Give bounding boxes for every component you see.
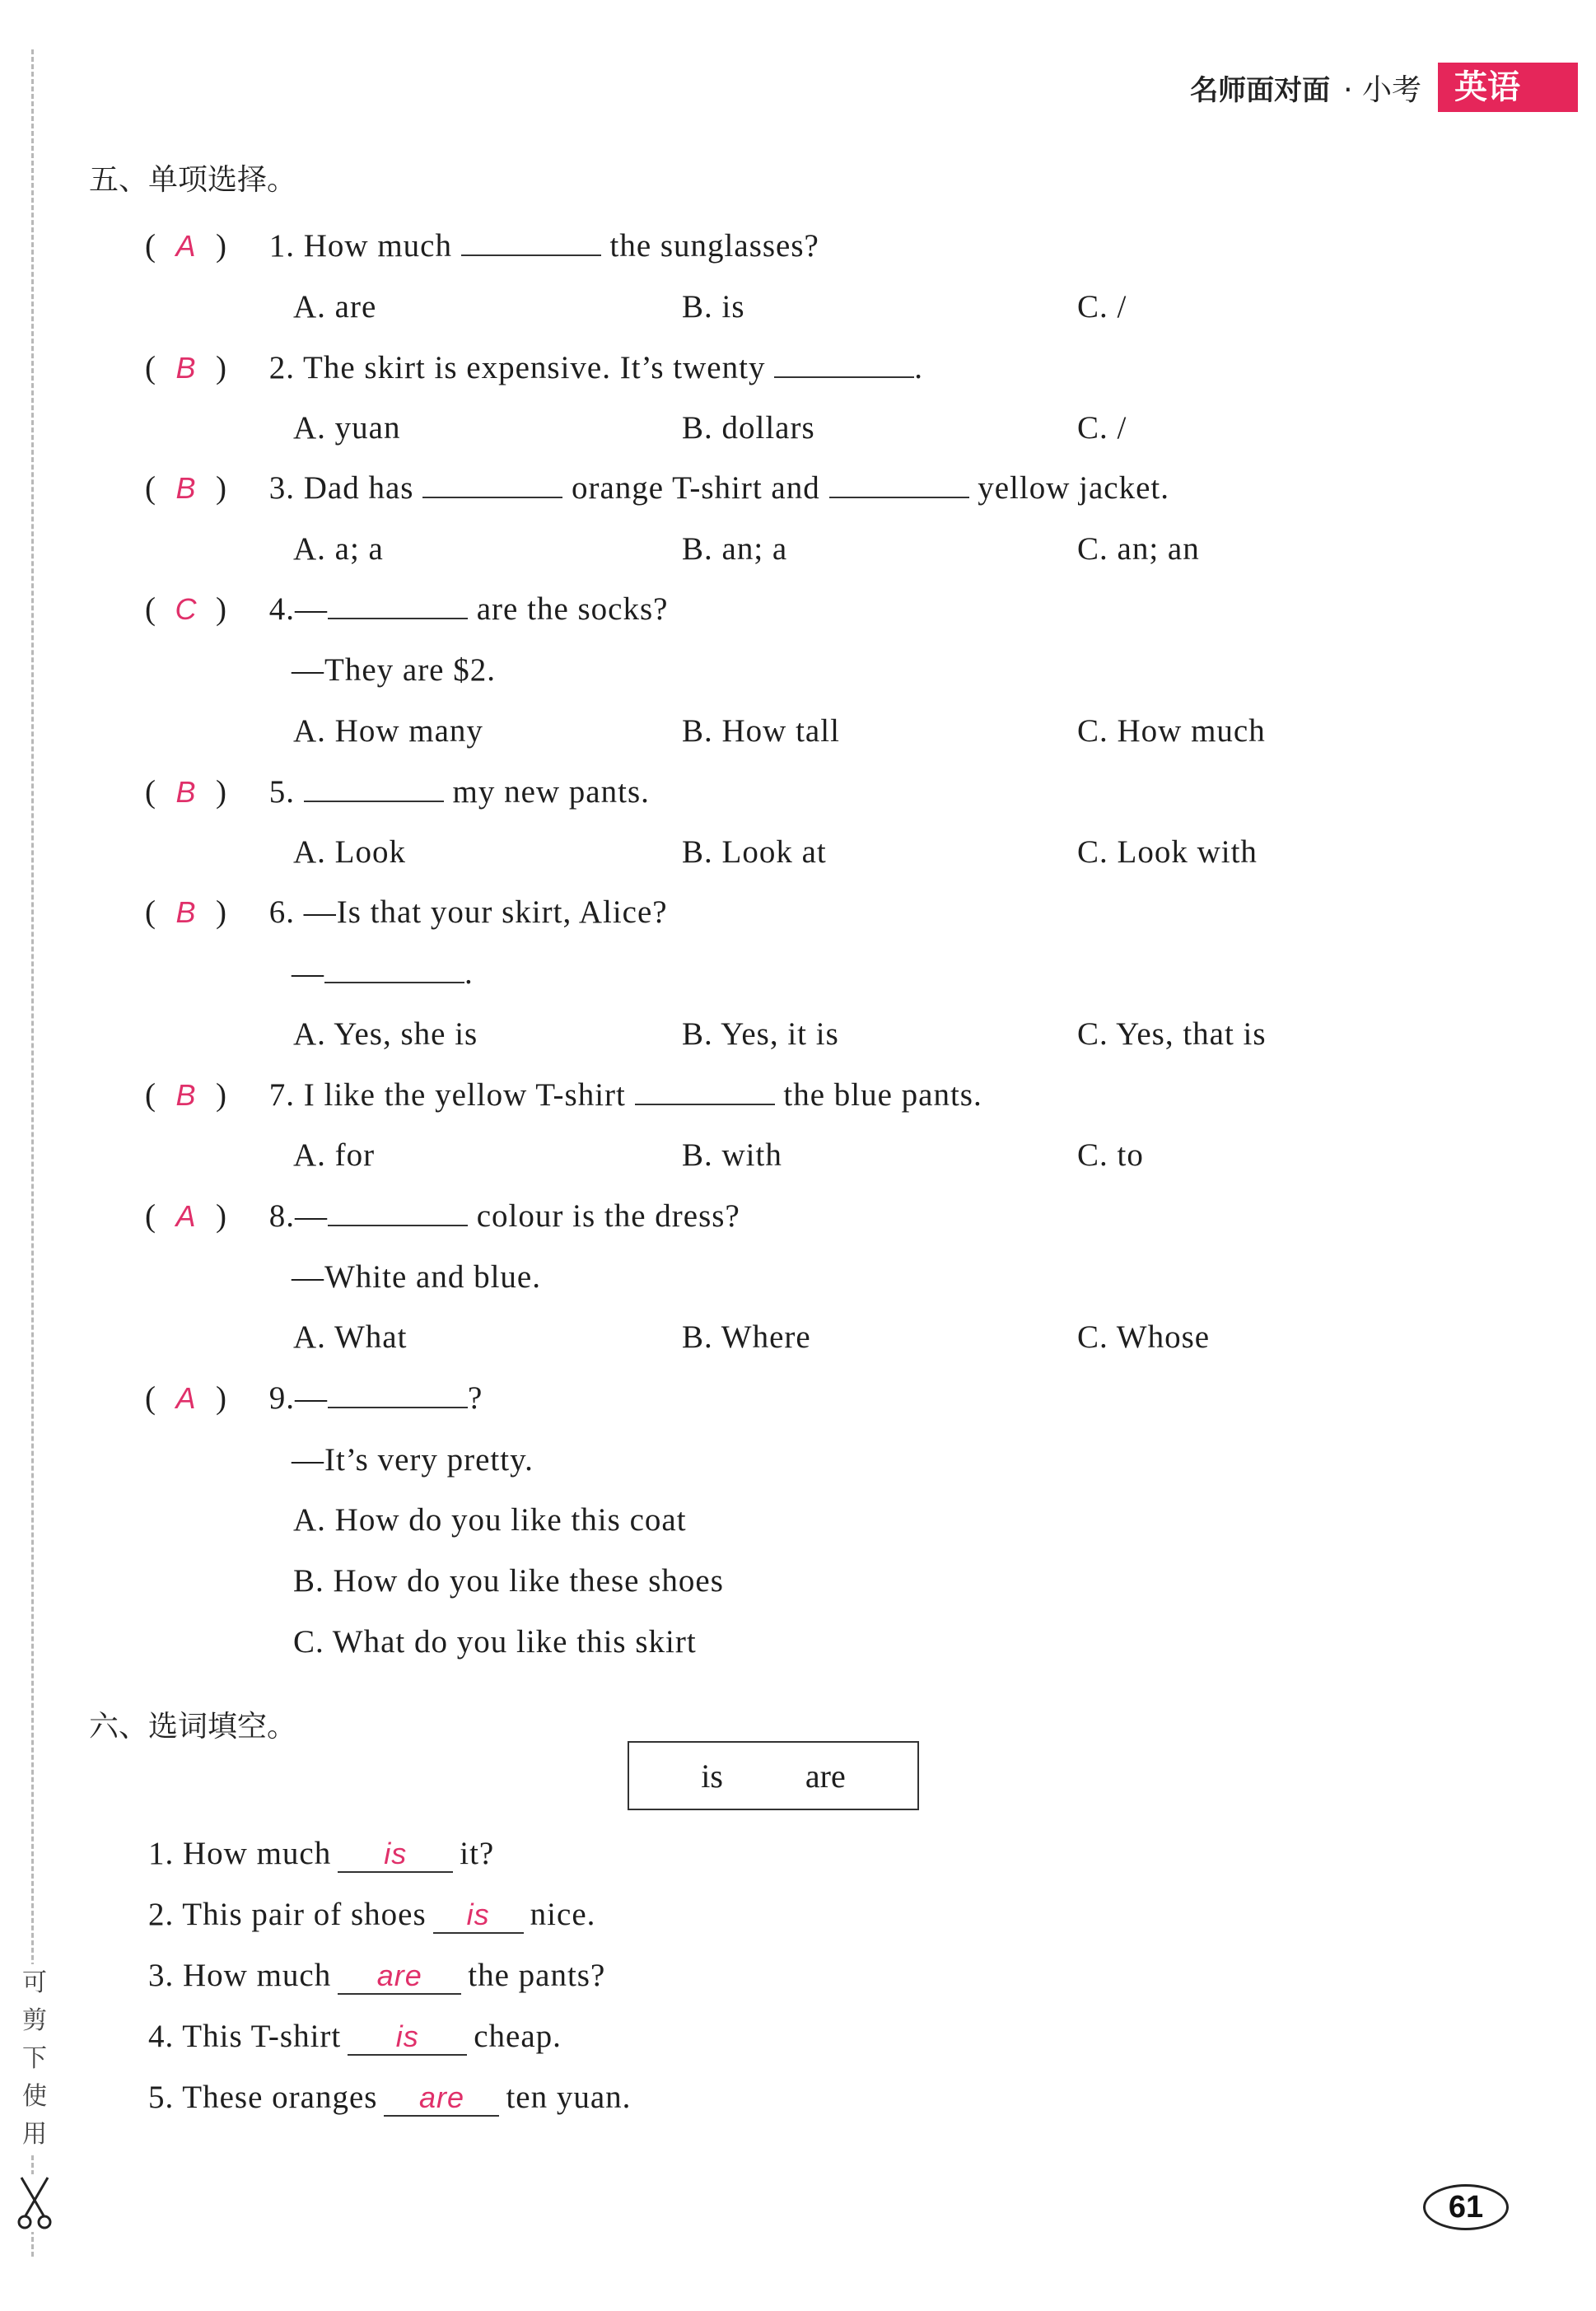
scissors-icon — [15, 2174, 56, 2232]
page-number: 61 — [1423, 2184, 1509, 2230]
option-c: C. an; an — [1077, 531, 1200, 567]
answer-mark: A — [175, 229, 197, 263]
question-text: Dad has — [303, 470, 414, 506]
fill-item-5 — [148, 2079, 631, 2117]
question-7: ( B ) 7. I like the yellow T-shirt the blue pants. — [145, 1077, 982, 1113]
fill-text: 4. This T-shirt — [148, 2019, 342, 2054]
answer-blank[interactable] — [635, 1077, 775, 1105]
fill-text: 5. These oranges — [148, 2080, 378, 2115]
section-title: 六、选词填空。 — [89, 1710, 297, 1744]
option-c: C. How much — [1077, 713, 1266, 749]
option-b: B. How do you like these shoes — [293, 1563, 724, 1599]
option-b: B. Look at — [682, 834, 827, 870]
option-c: C. What do you like this skirt — [293, 1624, 697, 1660]
option-b: B. with — [682, 1137, 782, 1173]
answer-mark: B — [175, 775, 197, 809]
question-text: yellow jacket. — [978, 470, 1169, 506]
question-text: — — [295, 591, 328, 627]
option-a: A. for — [293, 1137, 376, 1173]
word-option: are — [805, 1757, 846, 1795]
question-text: the sunglasses? — [609, 228, 819, 264]
option-a: A. Look — [293, 834, 406, 870]
option-b: B. Where — [682, 1319, 811, 1355]
answer-blank[interactable]: are — [384, 2080, 499, 2117]
answer-blank[interactable]: is — [433, 1898, 524, 1934]
question-text: . — [914, 350, 923, 385]
question-text: orange T-shirt and — [571, 470, 820, 506]
question-text: The skirt is expensive. It’s twenty — [303, 350, 766, 385]
answer-mark: B — [175, 1078, 197, 1112]
series-title: 名师面对面 — [1190, 73, 1331, 107]
cut-char: 用 — [22, 2120, 47, 2149]
cut-char: 剪 — [22, 2006, 47, 2035]
question-9: ( A ) 9.— ? — [145, 1380, 483, 1416]
question-6: ( B ) 6. —Is that your skirt, Alice? — [145, 894, 668, 930]
question-number: 1. — [268, 228, 295, 264]
option-b: B. Yes, it is — [682, 1016, 839, 1052]
question-number: 8. — [268, 1198, 295, 1234]
option-c: C. to — [1077, 1137, 1144, 1173]
question-number: 2. — [268, 350, 295, 385]
question-text: the blue pants. — [783, 1077, 982, 1113]
fill-text: cheap. — [474, 2019, 562, 2054]
question-5: ( B ) 5. my new pants. — [145, 774, 650, 810]
answer-mark: B — [175, 471, 197, 505]
answer-blank[interactable] — [829, 470, 969, 498]
question-2: ( B ) 2. The skirt is expensive. It’s twenty . — [145, 350, 923, 385]
answer-mark: B — [175, 351, 197, 385]
answer-blank[interactable]: is — [348, 2019, 467, 2056]
question-text: my new pants. — [452, 774, 650, 810]
option-a: A. a; a — [293, 531, 384, 567]
option-b: B. an; a — [682, 531, 788, 567]
cut-instruction — [18, 1964, 51, 2154]
question-text: —Is that your skirt, Alice? — [303, 894, 668, 930]
question-number: 5. — [268, 774, 295, 810]
answer-blank[interactable] — [328, 1198, 468, 1226]
section-title: 五、单项选择。 — [89, 163, 297, 197]
option-a: A. Yes, she is — [293, 1016, 478, 1052]
option-c: C. Look with — [1077, 834, 1258, 870]
option-b: B. dollars — [682, 410, 815, 446]
option-c: C. Whose — [1077, 1319, 1211, 1355]
cut-char: 可 — [22, 1968, 47, 1997]
series-subtitle: · 小考 — [1343, 72, 1421, 107]
question-8: ( A ) 8.— colour is the dress? — [145, 1198, 740, 1234]
dialogue-reply: —It’s very pretty. — [292, 1442, 534, 1478]
question-text: — — [295, 1380, 328, 1416]
question-number: 3. — [268, 470, 295, 506]
option-c: C. / — [1077, 289, 1127, 324]
option-a: A. What — [293, 1319, 408, 1355]
fill-text: it? — [460, 1836, 495, 1871]
option-a: A. are — [293, 289, 377, 324]
answer-blank[interactable] — [328, 591, 468, 619]
subject-badge: 英语 — [1438, 63, 1578, 112]
page-header — [1190, 63, 1578, 112]
answer-mark: C — [175, 592, 198, 626]
reply-end: . — [464, 955, 474, 991]
option-c: C. Yes, that is — [1077, 1016, 1267, 1052]
option-a: A. yuan — [293, 410, 401, 446]
cut-char: 下 — [22, 2044, 47, 2073]
fill-item-2 — [148, 1896, 595, 1934]
answer-blank[interactable]: is — [338, 1837, 453, 1873]
dialogue-reply — [292, 955, 474, 992]
fill-text: ten yuan. — [506, 2080, 632, 2115]
answer-blank[interactable] — [461, 228, 601, 256]
fill-text: 3. How much — [148, 1958, 332, 1993]
question-3: ( B ) 3. Dad has orange T-shirt and yellow jacket. — [145, 470, 1169, 506]
question-4: ( C ) 4.— are the socks? — [145, 591, 669, 627]
answer-blank[interactable] — [324, 955, 464, 983]
question-text: How much — [303, 228, 452, 264]
option-a: A. How do you like this coat — [293, 1502, 687, 1538]
word-option: is — [701, 1757, 723, 1795]
question-number: 6. — [268, 894, 295, 930]
question-text: — — [295, 1198, 328, 1234]
option-a: A. How many — [293, 713, 483, 749]
option-c: C. / — [1077, 410, 1127, 446]
answer-blank[interactable] — [422, 470, 562, 498]
fill-text: the pants? — [468, 1958, 606, 1993]
question-number: 9. — [268, 1380, 295, 1416]
fill-item-3 — [148, 1957, 605, 1995]
answer-blank[interactable] — [774, 350, 914, 378]
answer-blank[interactable]: are — [338, 1959, 461, 1995]
fill-item-1 — [148, 1835, 494, 1873]
dialogue-reply: —White and blue. — [292, 1259, 541, 1295]
option-b: B. How tall — [682, 713, 840, 749]
question-text: colour is the dress? — [476, 1198, 740, 1234]
cut-char: 使 — [22, 2082, 47, 2111]
question-text: I like the yellow T-shirt — [303, 1077, 626, 1113]
answer-mark: B — [175, 895, 197, 929]
option-b: B. is — [682, 289, 745, 324]
fill-text: nice. — [530, 1897, 596, 1932]
cut-line — [31, 49, 34, 2257]
dialogue-reply: —They are $2. — [292, 652, 496, 688]
answer-mark: A — [175, 1199, 197, 1233]
reply-dash: — — [292, 955, 324, 991]
question-number: 4. — [268, 591, 295, 627]
fill-text: 2. This pair of shoes — [148, 1897, 427, 1932]
answer-blank[interactable] — [304, 774, 444, 802]
answer-mark: A — [175, 1381, 197, 1415]
question-text: ? — [468, 1380, 483, 1416]
question-text: are the socks? — [476, 591, 669, 627]
question-number: 7. — [268, 1077, 295, 1113]
word-bank — [628, 1741, 919, 1810]
answer-blank[interactable] — [328, 1380, 468, 1408]
question-1: ( A ) 1. How much the sunglasses? — [145, 228, 819, 264]
fill-item-4 — [148, 2018, 562, 2056]
fill-text: 1. How much — [148, 1836, 332, 1871]
